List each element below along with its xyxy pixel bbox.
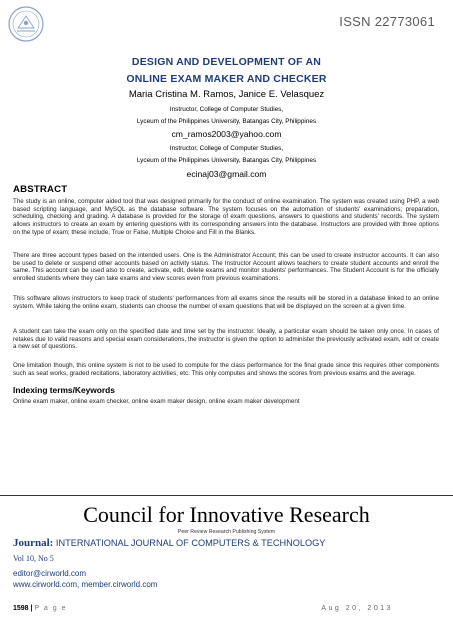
- abstract-paragraph-5: One limitation though, this online system is not to be used to compute for the class performance for the final grade since this requires other components such as seat works, graded recitations, laboratory activities, etc. This only computes and shows the scores from previous exams and the average.: [13, 362, 439, 377]
- author1-institution: Lyceum of the Philippines University, Batangas City, Philippines: [136, 118, 317, 125]
- page-number: 1598: [13, 605, 29, 612]
- website-links[interactable]: www.cirworld.com, member.cirworld.com: [13, 580, 158, 589]
- peer-review-line: Peer Review Research Publishing System: [177, 529, 276, 535]
- paper-title-line-2: ONLINE EXAM MAKER AND CHECKER: [126, 73, 327, 85]
- footer-divider: [0, 495, 453, 496]
- keywords-text: Online exam maker, online exam checker, online exam maker design, online exam maker development: [13, 398, 300, 405]
- abstract-paragraph-4: A student can take the exam only on the specified date and time set by the instructor. Ideally, a particular exam should be taken only once. In cases of retakes due to valid reasons and special exam considerations, the instructor is given the option to administer the previously activated exam, edit or create a new set of questions.: [13, 328, 439, 351]
- author2-role: Instructor, College of Computer Studies,: [169, 145, 284, 152]
- publication-date: Aug 20, 2013: [321, 605, 393, 612]
- page-word: P a g e: [34, 605, 67, 612]
- council-name: Council for Innovative Research: [83, 502, 370, 527]
- keywords-heading: Indexing terms/Keywords: [13, 385, 115, 395]
- journal-label: Journal:: [13, 537, 54, 549]
- page-separator: |: [28, 605, 35, 612]
- volume-number: Vol 10, No 5: [13, 554, 54, 563]
- author1-email: cm_ramos2003@yahoo.com: [171, 129, 282, 139]
- council-logo-icon: [6, 4, 46, 44]
- editor-email-link[interactable]: editor@cirworld.com: [13, 569, 87, 578]
- author1-role: Instructor, College of Computer Studies,: [169, 106, 284, 113]
- abstract-paragraph-2: There are three account types based on the intended users. One is the Administrator Account; this can be used to create instructor accounts. It can also be used to delete or suspend other accounts based on activity status. The Instructor Account allows teachers to create student accounts and enroll the same. This account can be used also to create, activate, edit, delete exams and monitor students' performances. The Student Account is for the officially enrolled students where they can take exams and view scores even from previous examinations.: [13, 252, 439, 283]
- abstract-paragraph-3: This software allows instructors to keep track of students' performances from all exams since the results will be stored in a database linked to an online system. While taking the online exam, students can choose the number of exam questions that will be displayed on the screen at a given time.: [13, 295, 439, 310]
- author2-email: ecinaj03@gmail.com: [186, 169, 267, 179]
- authors: Maria Cristina M. Ramos, Janice E. Velasquez: [128, 89, 325, 100]
- abstract-heading: ABSTRACT: [13, 184, 68, 195]
- journal-line: [13, 537, 325, 549]
- abstract-paragraph-1: The study is an online, computer aided tool that was designed primarily for the conduct of online examination. The system was created using PHP, a web based scripting language, and MySQL as the database software. The system focuses on the automation of students' examinations; preparation, scheduling, checking and grading. A database is provided for the storage of exam questions, answers to questions and students' records. The system allows instructors to create an exam by entering questions with its corresponding answers into the database. Instructors are provided with three options on the type of exam; these include, True or False, Multiple Choice and Fill in the Blanks.: [13, 198, 439, 236]
- issn: ISSN 22773061: [339, 14, 435, 29]
- page-footer: [13, 605, 67, 612]
- author2-institution: Lyceum of the Philippines University, Batangas City, Philippines: [136, 157, 317, 164]
- journal-name: INTERNATIONAL JOURNAL OF COMPUTERS & TECHNOLOGY: [53, 538, 326, 548]
- paper-title-line-1: DESIGN AND DEVELOPMENT OF AN: [131, 56, 322, 68]
